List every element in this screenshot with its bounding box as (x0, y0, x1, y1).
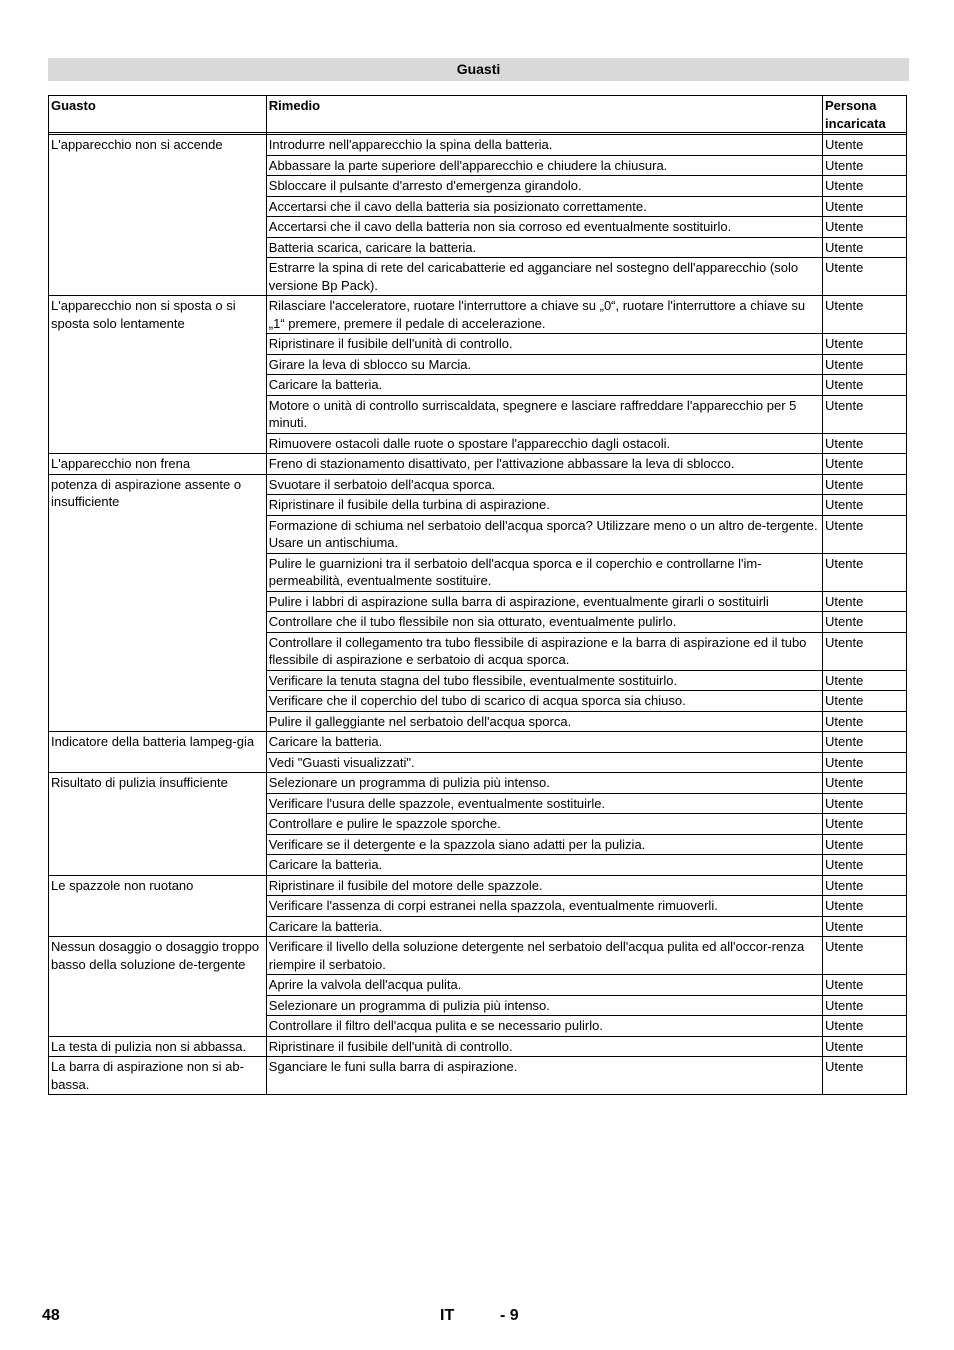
remedy-cell: Caricare la batteria. (266, 732, 822, 753)
person-cell: Utente (823, 670, 907, 691)
person-cell: Utente (823, 454, 907, 475)
fault-cell: L'apparecchio non frena (49, 454, 267, 475)
person-cell: Utente (823, 752, 907, 773)
person-cell: Utente (823, 474, 907, 495)
remedy-cell: Rimuovere ostacoli dalle ruote o spostare l'apparecchio dagli ostacoli. (266, 433, 822, 454)
remedy-cell: Accertarsi che il cavo della batteria non sia corroso ed eventualmente sostituirlo. (266, 217, 822, 238)
person-cell: Utente (823, 591, 907, 612)
remedy-cell: Caricare la batteria. (266, 375, 822, 396)
fault-cell: Indicatore della batteria lampeg-gia (49, 732, 267, 773)
fault-cell: L'apparecchio non si accende (49, 135, 267, 296)
person-cell: Utente (823, 258, 907, 296)
remedy-cell: Verificare l'assenza di corpi estranei nella spazzola, eventualmente rimuoverli. (266, 896, 822, 917)
table-row (49, 296, 907, 334)
person-cell: Utente (823, 553, 907, 591)
person-cell: Utente (823, 711, 907, 732)
person-cell: Utente (823, 814, 907, 835)
remedy-cell: Abbassare la parte superiore dell'apparecchio e chiudere la chiusura. (266, 155, 822, 176)
person-cell: Utente (823, 632, 907, 670)
table-row (49, 875, 907, 896)
faults-body (49, 135, 907, 1095)
remedy-cell: Introdurre nell'apparecchio la spina della batteria. (266, 135, 822, 156)
fault-cell: potenza di aspirazione assente o insufficiente (49, 474, 267, 732)
person-cell: Utente (823, 855, 907, 876)
person-cell: Utente (823, 1057, 907, 1095)
table-row (49, 937, 907, 975)
remedy-cell: Accertarsi che il cavo della batteria sia posizionato correttamente. (266, 196, 822, 217)
remedy-cell: Formazione di schiuma nel serbatoio dell'acqua sporca? Utilizzare meno o un altro de-tergente. Usare un antischiuma. (266, 515, 822, 553)
remedy-cell: Motore o unità di controllo surriscaldata, spegnere e lasciare raffreddare l'apparecchio per 5 minuti. (266, 395, 822, 433)
remedy-cell: Svuotare il serbatoio dell'acqua sporca. (266, 474, 822, 495)
table-row (49, 732, 907, 753)
table-row (49, 1057, 907, 1095)
fault-cell: Risultato di pulizia insufficiente (49, 773, 267, 876)
person-cell: Utente (823, 217, 907, 238)
remedy-cell: Verificare il livello della soluzione detergente nel serbatoio dell'acqua pulita ed all'occor-renza riempire il serbatoio. (266, 937, 822, 975)
remedy-cell: Ripristinare il fusibile dell'unità di controllo. (266, 334, 822, 355)
language-code: IT (440, 1307, 455, 1324)
person-cell: Utente (823, 916, 907, 937)
person-cell: Utente (823, 691, 907, 712)
fault-cell: La barra di aspirazione non si ab-bassa. (49, 1057, 267, 1095)
faults-table (48, 95, 907, 1095)
remedy-cell: Sganciare le funi sulla barra di aspirazione. (266, 1057, 822, 1095)
person-cell: Utente (823, 176, 907, 197)
section-title: Guasti (48, 58, 909, 81)
remedy-cell: Caricare la batteria. (266, 916, 822, 937)
remedy-cell: Verificare se il detergente e la spazzola siano adatti per la pulizia. (266, 834, 822, 855)
remedy-cell: Verificare l'usura delle spazzole, eventualmente sostituirle. (266, 793, 822, 814)
remedy-cell: Verificare che il coperchio del tubo di scarico di acqua sporca sia chiuso. (266, 691, 822, 712)
remedy-cell: Ripristinare il fusibile del motore delle spazzole. (266, 875, 822, 896)
person-cell: Utente (823, 237, 907, 258)
person-cell: Utente (823, 375, 907, 396)
sub-page-number: - 9 (500, 1307, 519, 1324)
remedy-cell: Verificare la tenuta stagna del tubo flessibile, eventualmente sostituirlo. (266, 670, 822, 691)
fault-cell: Le spazzole non ruotano (49, 875, 267, 937)
remedy-cell: Controllare il filtro dell'acqua pulita e se necessario pulirlo. (266, 1016, 822, 1037)
remedy-cell: Girare la leva di sblocco su Marcia. (266, 354, 822, 375)
person-cell: Utente (823, 395, 907, 433)
table-header-row (49, 96, 907, 133)
table-row (49, 135, 907, 156)
remedy-cell: Controllare il collegamento tra tubo flessibile di aspirazione e la barra di aspirazione ed il tubo flessibile di aspirazione e serbatoio di acqua sporca. (266, 632, 822, 670)
person-cell: Utente (823, 937, 907, 975)
fault-cell: La testa di pulizia non si abbassa. (49, 1036, 267, 1057)
remedy-cell: Selezionare un programma di pulizia più intenso. (266, 773, 822, 794)
person-cell: Utente (823, 296, 907, 334)
person-cell: Utente (823, 875, 907, 896)
fault-cell: Nessun dosaggio o dosaggio troppo basso della soluzione de-tergente (49, 937, 267, 1037)
remedy-cell: Selezionare un programma di pulizia più intenso. (266, 995, 822, 1016)
remedy-cell: Caricare la batteria. (266, 855, 822, 876)
fault-cell: L'apparecchio non si sposta o si sposta solo lentamente (49, 296, 267, 454)
page-number: 48 (42, 1307, 60, 1324)
table-row (49, 454, 907, 475)
remedy-cell: Sbloccare il pulsante d'arresto d'emergenza girandolo. (266, 176, 822, 197)
person-cell: Utente (823, 834, 907, 855)
remedy-cell: Pulire i labbri di aspirazione sulla barra di aspirazione, eventualmente girarli o sostituirli (266, 591, 822, 612)
person-cell: Utente (823, 793, 907, 814)
remedy-cell: Aprire la valvola dell'acqua pulita. (266, 975, 822, 996)
person-cell: Utente (823, 896, 907, 917)
person-cell: Utente (823, 612, 907, 633)
remedy-cell: Pulire le guarnizioni tra il serbatoio dell'acqua sporca e il coperchio e controllarne l'im-permeabilità, eventualmente sostituire. (266, 553, 822, 591)
person-cell: Utente (823, 433, 907, 454)
remedy-cell: Controllare e pulire le spazzole sporche. (266, 814, 822, 835)
header-remedy: Rimedio (266, 96, 822, 133)
table-row (49, 773, 907, 794)
person-cell: Utente (823, 773, 907, 794)
remedy-cell: Batteria scarica, caricare la batteria. (266, 237, 822, 258)
remedy-cell: Freno di stazionamento disattivato, per l'attivazione abbassare la leva di sblocco. (266, 454, 822, 475)
remedy-cell: Controllare che il tubo flessibile non sia otturato, eventualmente pulirlo. (266, 612, 822, 633)
person-cell: Utente (823, 732, 907, 753)
person-cell: Utente (823, 334, 907, 355)
table-row (49, 1036, 907, 1057)
remedy-cell: Vedi "Guasti visualizzati". (266, 752, 822, 773)
person-cell: Utente (823, 354, 907, 375)
remedy-cell: Estrarre la spina di rete del caricabatterie ed agganciare nel sostegno dell'apparecchio (solo versione Bp Pack). (266, 258, 822, 296)
person-cell: Utente (823, 155, 907, 176)
table-row (49, 474, 907, 495)
remedy-cell: Pulire il galleggiante nel serbatoio dell'acqua sporca. (266, 711, 822, 732)
person-cell: Utente (823, 1016, 907, 1037)
remedy-cell: Ripristinare il fusibile dell'unità di controllo. (266, 1036, 822, 1057)
header-fault: Guasto (49, 96, 267, 133)
person-cell: Utente (823, 975, 907, 996)
person-cell: Utente (823, 515, 907, 553)
person-cell: Utente (823, 135, 907, 156)
remedy-cell: Ripristinare il fusibile della turbina di aspirazione. (266, 495, 822, 516)
person-cell: Utente (823, 495, 907, 516)
person-cell: Utente (823, 995, 907, 1016)
remedy-cell: Rilasciare l'acceleratore, ruotare l'interruttore a chiave su „0“, ruotare l'interruttore a chiave su „1“ premere, premere il pedale di accelerazione. (266, 296, 822, 334)
header-person: Persona incaricata (823, 96, 907, 133)
person-cell: Utente (823, 196, 907, 217)
person-cell: Utente (823, 1036, 907, 1057)
